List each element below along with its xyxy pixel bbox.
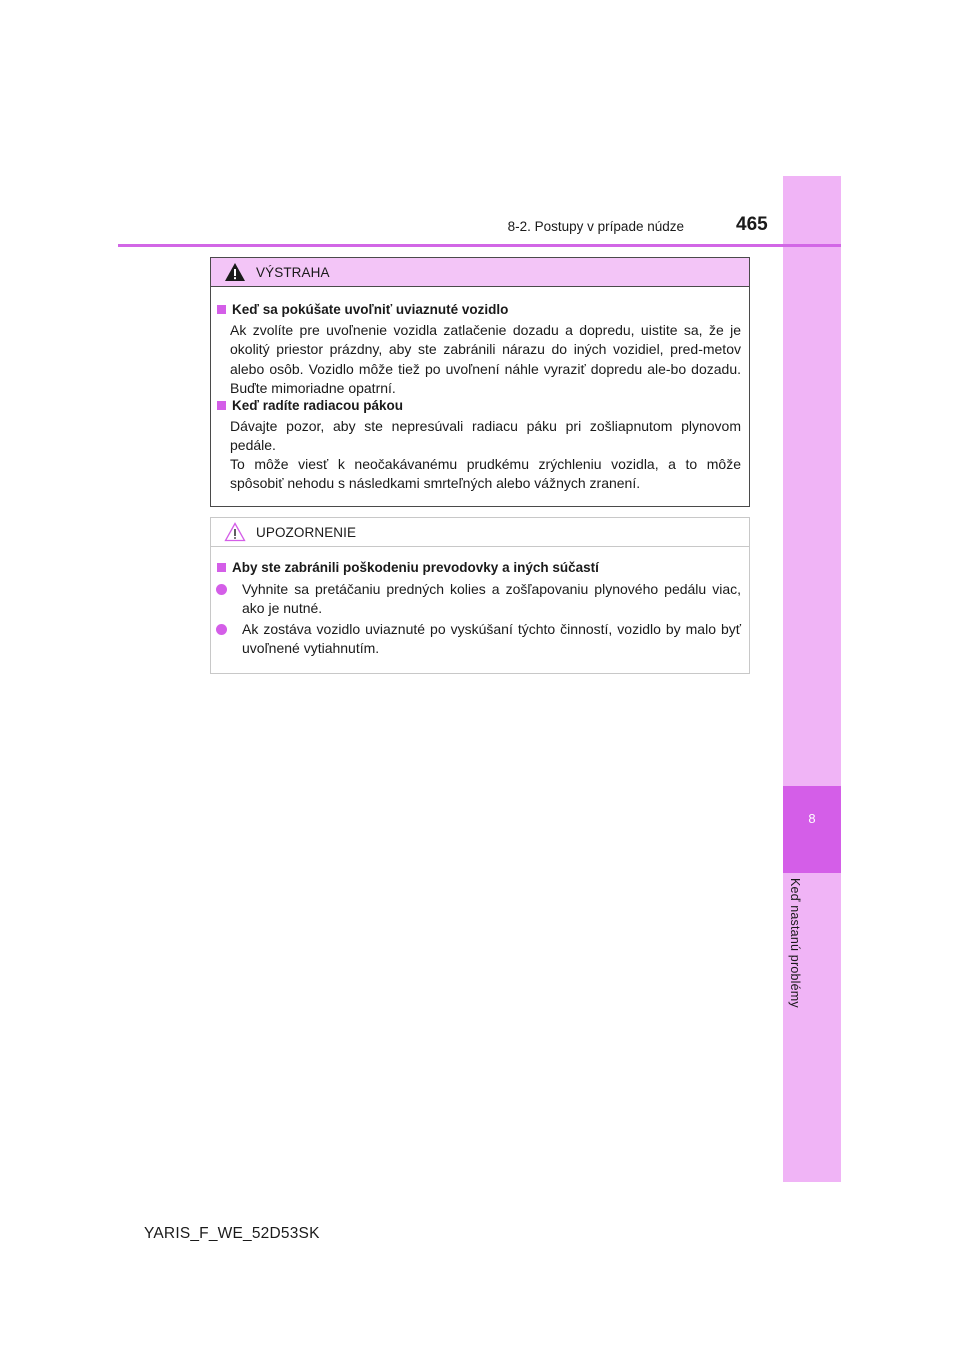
warning-item-paragraph: To môže viesť k neočakávanému prudkému zrýchleniu vozidla, a to môže spôsobiť nehodu s následkami smrteľných alebo vážnych zranení. (230, 456, 741, 492)
warning-title: VÝSTRAHA (256, 265, 330, 280)
circle-bullet-icon (216, 584, 227, 595)
caution-bullet-text: Vyhnite sa pretáčaniu predných kolies a zošľapovaniu plynového pedálu viac, ako je nutné. (242, 581, 741, 617)
chapter-number: 8 (808, 811, 816, 826)
caution-box (210, 517, 750, 674)
caution-heading: Aby ste zabránili poškodeniu prevodovky a iných súčastí (217, 560, 741, 575)
square-bullet-icon (217, 401, 226, 410)
section-title: 8-2. Postupy v prípade núdze (507, 219, 684, 234)
caution-bullet-text: Ak zostáva vozidlo uviaznuté po vyskúšaní týchto činností, vozidlo by malo byť uvoľnené vytiahnutím. (242, 621, 741, 657)
warning-item-paragraph: Dávajte pozor, aby ste nepresúvali radiacu páku pri zošliapnutom plynovom pedále. (230, 418, 741, 454)
chapter-title: Keď nastanú problémy (788, 878, 802, 1008)
warning-box (210, 257, 750, 507)
page-number: 465 (736, 214, 768, 235)
caution-title: UPOZORNENIE (256, 525, 357, 540)
square-bullet-icon (217, 305, 226, 314)
warning-triangle-icon (224, 262, 246, 282)
warning-item-paragraph: Ak zvolíte pre uvoľnenie vozidla zatlačenie dozadu a dopredu, uistite sa, že je okolitý priestor prázdny, aby ste zabránili nárazu do iných vozidiel, pred-metov alebo osôb. Vozidlo môže tiež po uvoľnení náhle vyraziť dopredu ale-bo dozadu. Buďte mimoriadne opatrní. (230, 322, 741, 396)
warning-item-heading: Keď radíte radiacou pákou (217, 398, 741, 413)
warning-item-heading: Keď sa pokúšate uvoľniť uviaznuté vozidlo (217, 302, 741, 317)
warning-box-header (211, 258, 749, 287)
document-code: YARIS_F_WE_52D53SK (144, 1225, 320, 1242)
circle-bullet-icon (216, 624, 227, 635)
square-bullet-icon (217, 563, 226, 572)
caution-box-header (211, 518, 749, 547)
caution-triangle-icon (224, 522, 246, 542)
header-rule (118, 244, 841, 247)
